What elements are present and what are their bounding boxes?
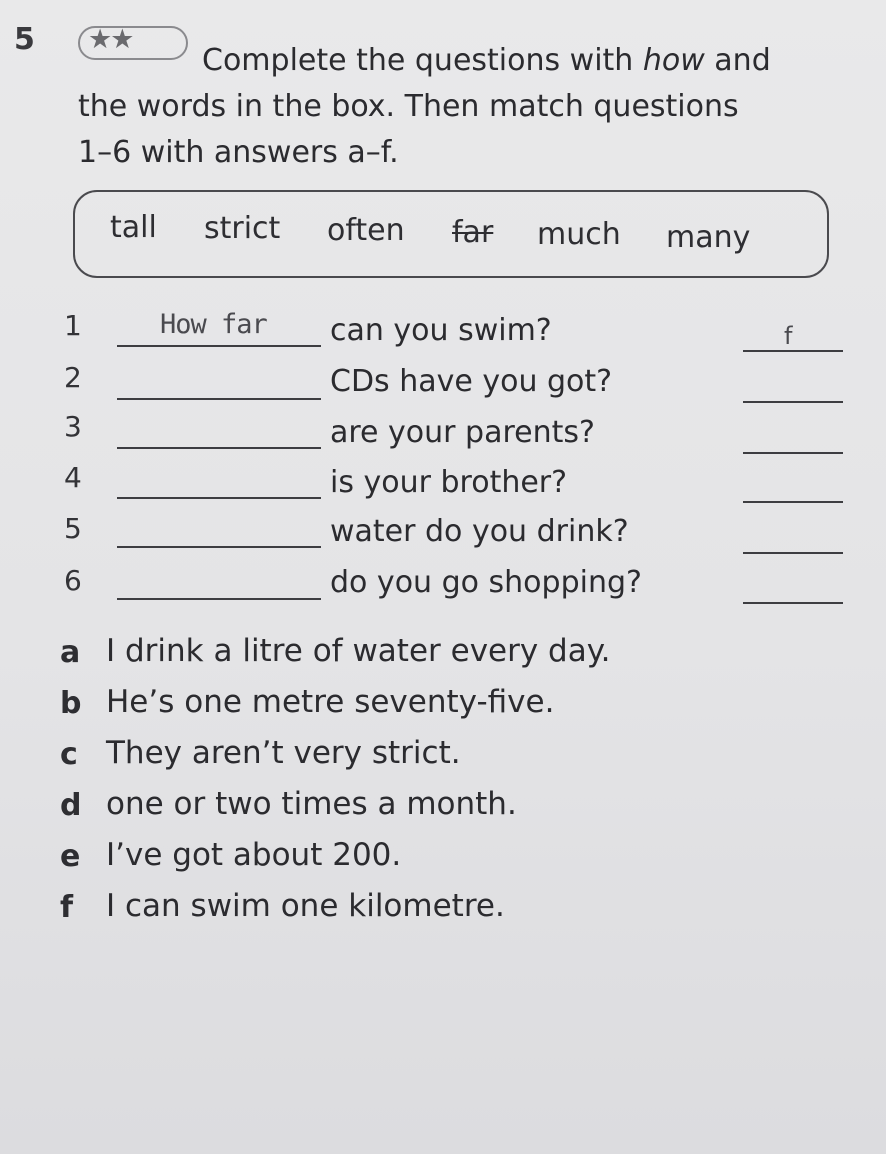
word-far-crossed-out: far — [452, 215, 494, 250]
answer-text: I drink a litre of water every day. — [106, 633, 611, 669]
match-blank[interactable] — [743, 452, 843, 454]
question-answer-handwritten: How far — [160, 309, 267, 340]
answer-letter: d — [60, 788, 82, 823]
word-strict: strict — [204, 211, 281, 246]
word-often: often — [327, 213, 405, 248]
answer-letter: b — [60, 686, 82, 721]
question-text: is your brother? — [330, 465, 568, 500]
question-blank[interactable] — [117, 447, 321, 449]
answer-letter: c — [60, 737, 78, 772]
question-number: 2 — [64, 361, 82, 394]
answer-text: I can swim one kilometre. — [106, 888, 505, 924]
question-blank[interactable] — [117, 546, 321, 548]
instruction-line-1: Complete the questions with how and — [202, 43, 771, 78]
word-much: much — [537, 217, 621, 252]
question-number: 1 — [64, 309, 82, 342]
answer-text: one or two times a month. — [106, 786, 517, 822]
emphasis-how: how — [642, 43, 705, 78]
answer-text: He’s one metre seventy-five. — [106, 684, 555, 720]
match-blank[interactable] — [743, 602, 843, 604]
question-blank[interactable] — [117, 398, 321, 400]
question-text: do you go shopping? — [330, 565, 642, 600]
question-blank[interactable] — [117, 598, 321, 600]
word-many: many — [666, 220, 751, 255]
match-answer-handwritten: f — [784, 322, 793, 350]
question-text: can you swim? — [330, 313, 552, 348]
question-text: water do you drink? — [330, 514, 629, 549]
answer-letter: f — [60, 890, 74, 925]
question-text: CDs have you got? — [330, 364, 613, 399]
word-tall: tall — [110, 210, 157, 245]
instruction-line-2: the words in the box. Then match questions — [78, 89, 739, 124]
answer-text: They aren’t very strict. — [106, 735, 461, 771]
difficulty-stars-icon: ★★ — [88, 24, 133, 55]
question-text: are your parents? — [330, 415, 595, 450]
answer-text: I’ve got about 200. — [106, 837, 402, 873]
match-blank[interactable] — [743, 552, 843, 554]
match-blank[interactable] — [743, 350, 843, 352]
match-blank[interactable] — [743, 501, 843, 503]
exercise-instructions — [78, 38, 838, 176]
match-blank[interactable] — [743, 401, 843, 403]
exercise-number: 5 — [14, 22, 35, 57]
question-blank[interactable] — [117, 345, 321, 347]
answer-letter: e — [60, 839, 81, 874]
instruction-line-3: 1–6 with answers a–f. — [78, 135, 399, 170]
answer-letter: a — [60, 635, 81, 670]
question-number: 6 — [64, 564, 82, 597]
question-number: 3 — [64, 410, 82, 443]
question-number: 5 — [64, 512, 82, 545]
question-blank[interactable] — [117, 497, 321, 499]
question-number: 4 — [64, 461, 82, 494]
